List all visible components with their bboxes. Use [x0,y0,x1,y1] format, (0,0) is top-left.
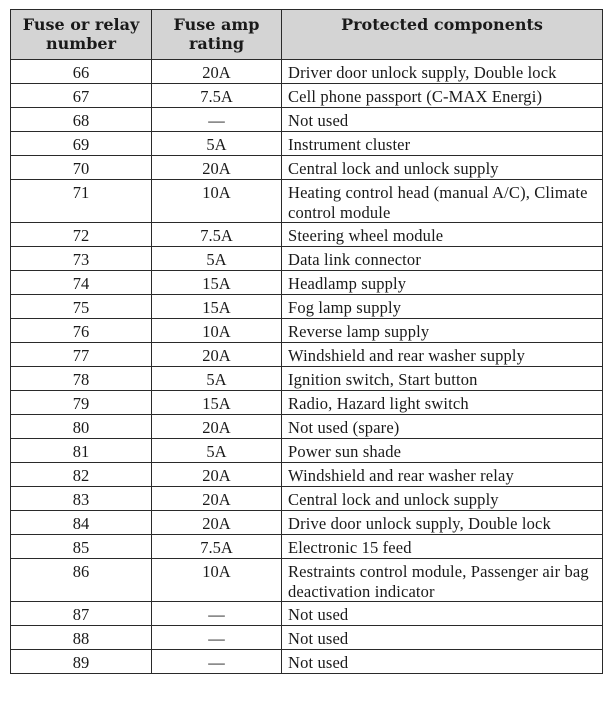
table-row [11,559,603,602]
amp-rating-cell: 20A [152,511,282,535]
amp-rating-cell: 10A [152,559,282,602]
fuse-number-cell: 82 [11,463,152,487]
header-amp-rating: Fuse amp rating [152,10,282,60]
fuse-number-cell: 69 [11,132,152,156]
protected-components-cell: Windshield and rear washer supply [282,343,603,367]
table-row [11,180,603,223]
protected-components-cell: Not used [282,650,603,674]
fuse-number-cell: 72 [11,223,152,247]
fuse-number-cell: 85 [11,535,152,559]
protected-components-cell: Radio, Hazard light switch [282,391,603,415]
table-row [11,132,603,156]
amp-rating-cell: 20A [152,343,282,367]
fuse-number-cell: 89 [11,650,152,674]
protected-components-cell: Central lock and unlock supply [282,487,603,511]
fuse-number-cell: 87 [11,602,152,626]
table-row [11,650,603,674]
fuse-number-cell: 79 [11,391,152,415]
table-row [11,439,603,463]
protected-components-cell: Restraints control module, Passenger air bag deactivation indicator [282,559,603,602]
fuse-number-cell: 80 [11,415,152,439]
protected-components-cell: Windshield and rear washer relay [282,463,603,487]
table-row [11,487,603,511]
fuse-number-cell: 68 [11,108,152,132]
fuse-number-cell: 76 [11,319,152,343]
fuse-number-cell: 71 [11,180,152,223]
fuse-number-cell: 78 [11,367,152,391]
amp-rating-cell: 20A [152,415,282,439]
protected-components-cell: Central lock and unlock supply [282,156,603,180]
fuse-number-cell: 75 [11,295,152,319]
header-protected-components: Protected components [282,10,603,60]
table-row [11,535,603,559]
fuse-number-cell: 67 [11,84,152,108]
protected-components-cell: Cell phone passport (C-MAX Energi) [282,84,603,108]
table-row [11,367,603,391]
fuse-number-cell: 88 [11,626,152,650]
fuse-number-cell: 86 [11,559,152,602]
protected-components-cell: Not used [282,108,603,132]
table-row [11,343,603,367]
protected-components-cell: Steering wheel module [282,223,603,247]
fuse-number-cell: 70 [11,156,152,180]
fuse-number-cell: 74 [11,271,152,295]
protected-components-cell: Fog lamp supply [282,295,603,319]
fuse-number-cell: 73 [11,247,152,271]
amp-rating-cell: 20A [152,463,282,487]
amp-rating-cell: 10A [152,319,282,343]
table-row [11,271,603,295]
table-row [11,511,603,535]
amp-rating-cell: 7.5A [152,223,282,247]
amp-rating-cell: 15A [152,271,282,295]
protected-components-cell: Not used (spare) [282,415,603,439]
amp-rating-cell: 5A [152,439,282,463]
fuse-number-cell: 81 [11,439,152,463]
table-row [11,391,603,415]
amp-rating-cell: 20A [152,60,282,84]
table-body [11,60,603,674]
amp-rating-cell: 15A [152,391,282,415]
protected-components-cell: Power sun shade [282,439,603,463]
protected-components-cell: Instrument cluster [282,132,603,156]
amp-rating-cell: 5A [152,132,282,156]
protected-components-cell: Electronic 15 feed [282,535,603,559]
table-row [11,415,603,439]
amp-rating-cell: — [152,602,282,626]
protected-components-cell: Driver door unlock supply, Double lock [282,60,603,84]
table-row [11,84,603,108]
protected-components-cell: Heating control head (manual A/C), Climate control module [282,180,603,223]
table-row [11,156,603,180]
amp-rating-cell: 7.5A [152,535,282,559]
protected-components-cell: Data link connector [282,247,603,271]
table-row [11,247,603,271]
amp-rating-cell: 7.5A [152,84,282,108]
table-row [11,602,603,626]
amp-rating-cell: 15A [152,295,282,319]
table-row [11,463,603,487]
protected-components-cell: Reverse lamp supply [282,319,603,343]
amp-rating-cell: 5A [152,367,282,391]
table-row [11,295,603,319]
protected-components-cell: Not used [282,602,603,626]
protected-components-cell: Ignition switch, Start button [282,367,603,391]
fuse-number-cell: 84 [11,511,152,535]
header-row [11,10,603,60]
table-header [11,10,603,60]
amp-rating-cell: 20A [152,487,282,511]
fuse-table [10,9,603,674]
table-row [11,108,603,132]
fuse-number-cell: 77 [11,343,152,367]
fuse-number-cell: 83 [11,487,152,511]
table-row [11,319,603,343]
protected-components-cell: Headlamp supply [282,271,603,295]
protected-components-cell: Not used [282,626,603,650]
table-row [11,60,603,84]
amp-rating-cell: — [152,650,282,674]
header-fuse-number: Fuse or relay number [11,10,152,60]
amp-rating-cell: 5A [152,247,282,271]
amp-rating-cell: 20A [152,156,282,180]
amp-rating-cell: 10A [152,180,282,223]
table-row [11,223,603,247]
amp-rating-cell: — [152,626,282,650]
amp-rating-cell: — [152,108,282,132]
protected-components-cell: Drive door unlock supply, Double lock [282,511,603,535]
fuse-number-cell: 66 [11,60,152,84]
table-row [11,626,603,650]
